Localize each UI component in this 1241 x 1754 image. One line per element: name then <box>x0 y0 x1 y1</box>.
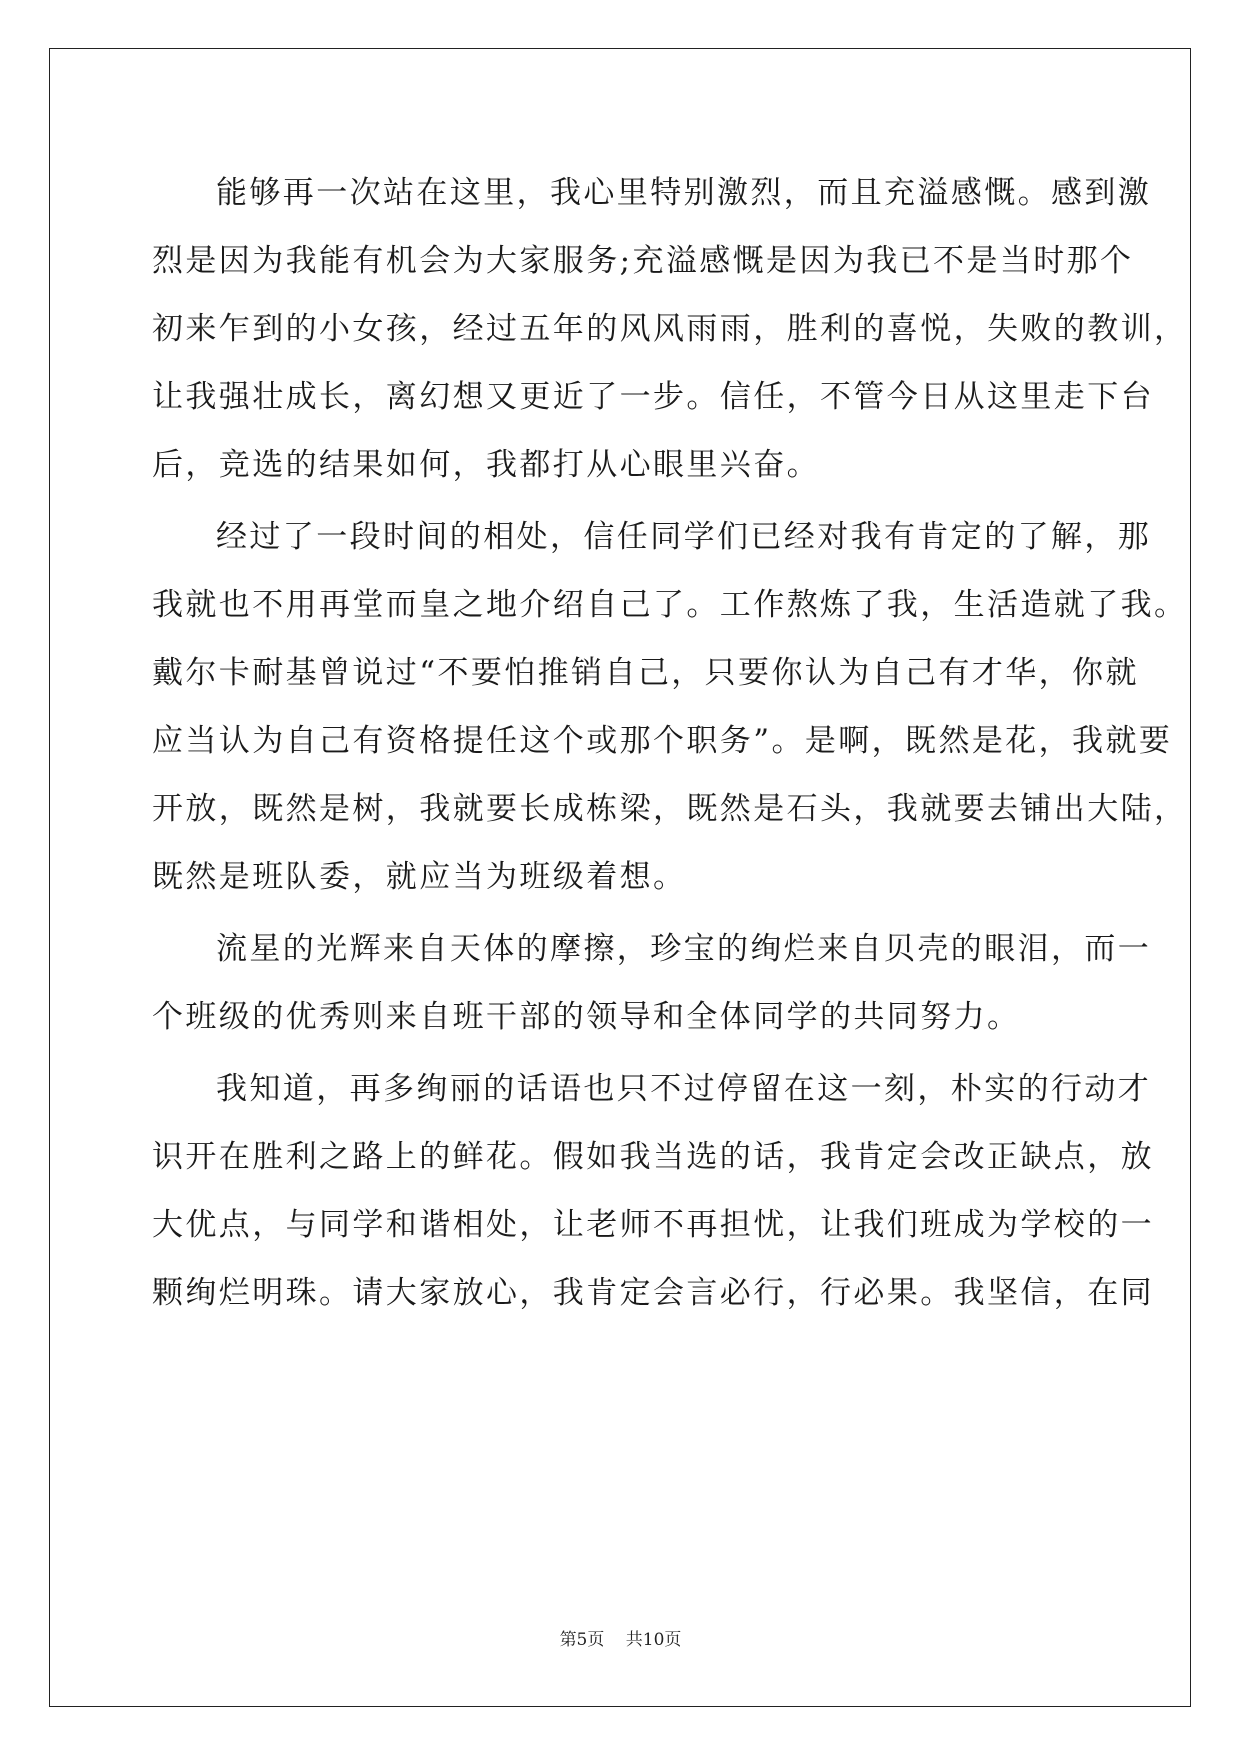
text-line: 我知道，再多绚丽的话语也只不过停留在这一刻，朴实的行动才 <box>216 1071 1152 1107</box>
text-line: 能够再一次站在这里，我心里特别激烈，而且充溢感慨。感到激 <box>216 175 1152 211</box>
paragraph-1 <box>152 159 1188 499</box>
paragraph-2 <box>152 503 1188 911</box>
page-number: 第5页 <box>559 1630 605 1650</box>
text-line: 戴尔卡耐基曾说过“不要怕推销自己，只要你认为自己有才华，你就 <box>152 655 1139 691</box>
paragraph-4 <box>152 1055 1154 1327</box>
text-line: 我就也不用再堂而皇之地介绍自己了。工作熬炼了我，生活造就了我。 <box>152 587 1188 623</box>
text-line: 后，竞选的结果如何，我都打从心眼里兴奋。 <box>152 447 820 483</box>
text-line: 识开在胜利之路上的鲜花。假如我当选的话，我肯定会改正缺点，放 <box>152 1139 1154 1175</box>
text-line: 应当认为自己有资格提任这个或那个职务”。是啊，既然是花，我就要 <box>152 723 1173 759</box>
text-line: 既然是班队委，就应当为班级着想。 <box>152 859 687 895</box>
text-line: 大优点，与同学和谐相处，让老师不再担忧，让我们班成为学校的一 <box>152 1207 1154 1243</box>
text-line: 经过了一段时间的相处，信任同学们已经对我有肯定的了解，那 <box>216 519 1152 555</box>
document-body <box>152 159 1188 1331</box>
text-line: 颗绚烂明珠。请大家放心，我肯定会言必行，行必果。我坚信，在同 <box>152 1275 1154 1311</box>
page-total: 共10页 <box>625 1630 682 1650</box>
text-line: 流星的光辉来自天体的摩擦，珍宝的绚烂来自贝壳的眼泪，而一 <box>216 931 1152 967</box>
page-footer <box>0 1625 1241 1650</box>
text-line: 开放，既然是树，我就要长成栋梁，既然是石头，我就要去铺出大陆， <box>152 791 1188 827</box>
text-line: 个班级的优秀则来自班干部的领导和全体同学的共同努力。 <box>152 999 1021 1035</box>
text-line: 让我强壮成长，离幻想又更近了一步。信任，不管今日从这里走下台 <box>152 379 1154 415</box>
text-line: 烈是因为我能有机会为大家服务;充溢感慨是因为我已不是当时那个 <box>152 243 1134 279</box>
paragraph-3 <box>152 915 1152 1051</box>
text-line: 初来乍到的小女孩，经过五年的风风雨雨，胜利的喜悦，失败的教训， <box>152 311 1188 347</box>
